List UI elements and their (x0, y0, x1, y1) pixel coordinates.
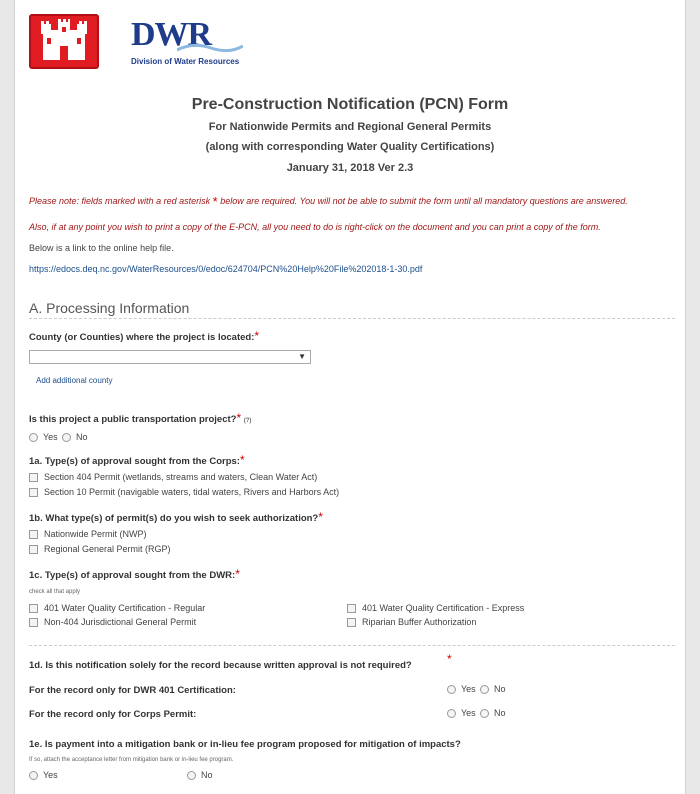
checkbox-icon[interactable] (347, 618, 356, 627)
q1c-option-non404[interactable]: Non-404 Jurisdictional General Permit (29, 617, 196, 627)
required-asterisk: * (212, 194, 218, 209)
q1d-corps-yes[interactable]: Yes (447, 708, 476, 718)
form-version-date: January 31, 2018 Ver 2.3 (286, 162, 414, 174)
chevron-down-icon: ▼ (298, 352, 306, 361)
q1a-option-404[interactable]: Section 404 Permit (wetlands, streams and waters, Clean Water Act) (29, 472, 317, 482)
q1c-hint: check all that apply (29, 589, 81, 595)
dwr-logo-text: DWR (131, 16, 212, 53)
q1d-corps-label: For the record only for Corps Permit: (29, 709, 197, 720)
divider (29, 318, 675, 319)
wave-icon (177, 40, 243, 56)
dwr-logo-subtitle: Division of Water Resources (131, 57, 240, 66)
q1e-no[interactable]: No (187, 770, 213, 780)
castle-icon (31, 16, 97, 67)
form-subtitle-2: (along with corresponding Water Quality Certifications) (205, 141, 495, 153)
checkbox-icon[interactable] (29, 604, 38, 613)
q1e-hint: If so, attach the acceptance letter from mitigation bank or in-lieu fee program. (29, 757, 234, 763)
q1e-yes[interactable]: Yes (29, 770, 58, 780)
q1b-option-nwp[interactable]: Nationwide Permit (NWP) (29, 529, 147, 539)
form-subtitle-1: For Nationwide Permits and Regional General Permits (208, 121, 492, 133)
q1a-label: 1a. Type(s) of approval sought from the Corps:* (29, 453, 245, 467)
section-a-title: A. Processing Information (29, 300, 190, 316)
checkbox-icon[interactable] (29, 473, 38, 482)
required-asterisk: * (254, 329, 260, 343)
radio-icon[interactable] (447, 709, 456, 718)
dwr-logo (127, 14, 245, 70)
required-asterisk: * (239, 453, 245, 467)
required-asterisk: * (447, 652, 452, 666)
usace-castle-logo (29, 14, 99, 69)
radio-icon[interactable] (480, 685, 489, 694)
print-note: Also, if at any point you wish to print a copy of the E-PCN, all you need to do is right-click on the document and you can print a copy of the form. (29, 222, 601, 232)
required-asterisk: * (236, 411, 242, 425)
q1b-option-rgp[interactable]: Regional General Permit (RGP) (29, 544, 171, 554)
radio-icon[interactable] (29, 771, 38, 780)
q1d-dwr-label: For the record only for DWR 401 Certification: (29, 685, 236, 696)
checkbox-icon[interactable] (347, 604, 356, 613)
divider (29, 645, 675, 646)
q1b-label: 1b. What type(s) of permit(s) do you wish to seek authorization?* (29, 510, 323, 524)
q1a-option-section10[interactable]: Section 10 Permit (navigable waters, tidal waters, Rivers and Harbors Act) (29, 487, 339, 497)
radio-icon[interactable] (480, 709, 489, 718)
checkbox-icon[interactable] (29, 545, 38, 554)
required-asterisk: * (318, 510, 323, 524)
transport-no-option[interactable]: No (62, 432, 88, 442)
form-page (14, 0, 686, 794)
checkbox-icon[interactable] (29, 618, 38, 627)
help-intro: Below is a link to the online help file. (29, 243, 174, 253)
county-label: County (or Counties) where the project is located:* (29, 329, 260, 343)
checkbox-icon[interactable] (29, 488, 38, 497)
radio-icon[interactable] (187, 771, 196, 780)
q1c-option-401-express[interactable]: 401 Water Quality Certification - Express (347, 603, 524, 613)
q1e-label: 1e. Is payment into a mitigation bank or in-lieu fee program proposed for mitigation of impacts? (29, 739, 461, 750)
radio-icon[interactable] (447, 685, 456, 694)
help-icon[interactable]: (?) (243, 418, 252, 424)
checkbox-icon[interactable] (29, 530, 38, 539)
q1c-label: 1c. Type(s) of approval sought from the DWR:* (29, 567, 240, 581)
required-asterisk: * (235, 567, 240, 581)
q1d-label: 1d. Is this notification solely for the record because written approval is not required? (29, 660, 412, 671)
county-select[interactable] (29, 350, 311, 364)
q1c-option-401-regular[interactable]: 401 Water Quality Certification - Regular (29, 603, 205, 613)
transport-yes-option[interactable]: Yes (29, 432, 58, 442)
required-note: Please note: fields marked with a red asterisk * below are required. You will not be able to submit the form until all mandatory questions are answered. (29, 194, 628, 209)
q1d-dwr-yes[interactable]: Yes (447, 684, 476, 694)
help-file-link[interactable]: https://edocs.deq.nc.gov/WaterResources/0/edoc/624704/PCN%20Help%20File%202018-1-30.pdf (29, 264, 423, 274)
radio-icon[interactable] (29, 433, 38, 442)
q1d-corps-no[interactable]: No (480, 708, 506, 718)
transport-label: Is this project a public transportation project?* (?) (29, 411, 252, 425)
q1d-dwr-no[interactable]: No (480, 684, 506, 694)
form-title: Pre-Construction Notification (PCN) Form (191, 96, 509, 113)
q1c-option-riparian[interactable]: Riparian Buffer Authorization (347, 617, 476, 627)
radio-icon[interactable] (62, 433, 71, 442)
add-county-link[interactable]: Add additional county (36, 376, 113, 385)
